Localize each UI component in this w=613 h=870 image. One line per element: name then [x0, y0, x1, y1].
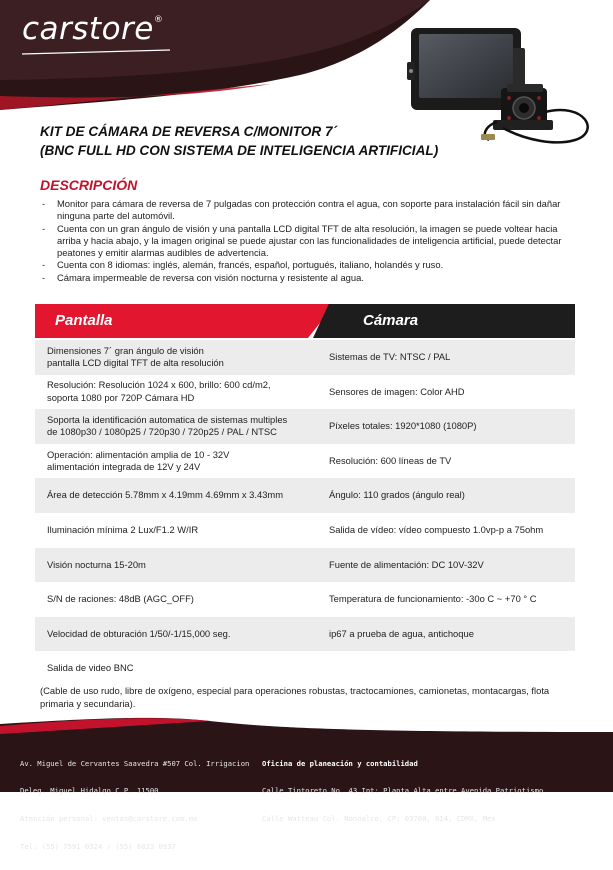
- product-title-line1: KIT DE CÁMARA DE REVERSA C/MONITOR 7´: [40, 124, 338, 139]
- footer-line: Deleg. Miguel Hidalgo C.P. 11500: [20, 786, 159, 796]
- spec-row: [35, 478, 575, 513]
- spec-pantalla-cell: Soporta la identificación automatica de sistemas multiples de 1080p30 / 1080p25 / 720p30 / 720p25 / PAL / NTSC: [35, 409, 321, 444]
- spec-camara-cell: Píxeles totales: 1920*1080 (1080P): [321, 409, 575, 444]
- spec-table: [35, 340, 575, 686]
- footer-address-right: [262, 740, 543, 842]
- spec-camara-cell: ip67 a prueba de agua, antichoque: [321, 617, 575, 652]
- spec-camara-cell: [321, 651, 575, 686]
- spec-row: [35, 651, 575, 686]
- spec-row: [35, 548, 575, 583]
- spec-pantalla-cell: Salida de video BNC: [35, 651, 321, 686]
- spec-row: [35, 375, 575, 410]
- brand-logo: [22, 11, 164, 47]
- spec-pantalla-cell: Dimensiones 7´ gran ángulo de visión pantalla LCD digital TFT de alta resolución: [35, 340, 321, 375]
- spec-camara-cell: Sensores de imagen: Color AHD: [321, 375, 575, 410]
- spec-row: [35, 513, 575, 548]
- page-footer: [0, 716, 613, 852]
- spec-pantalla-cell: Iluminación mínima 2 Lux/F1.2 W/IR: [35, 513, 321, 548]
- spec-camara-cell: Ángulo: 110 grados (ángulo real): [321, 478, 575, 513]
- spec-header-pantalla: Pantalla: [55, 312, 113, 329]
- logo-underline: [22, 48, 172, 56]
- spec-pantalla-cell: Operación: alimentación amplia de 10 - 32V alimentación integrada de 12V y 24V: [35, 444, 321, 479]
- spec-pantalla-cell: S/N de raciones: 48dB (AGC_OFF): [35, 582, 321, 617]
- spec-pantalla-cell: Resolución: Resolución 1024 x 600, brillo: 600 cd/m2, soporta 1080 por 720P Cámara HD: [35, 375, 321, 410]
- spec-row: [35, 582, 575, 617]
- spec-row: [35, 617, 575, 652]
- footer-email: Atención personal: ventas@carstore.com.mx: [20, 814, 198, 824]
- footer-phone: Tel: (55) 7591 0324 / (55) 6823 0937: [20, 842, 176, 852]
- spec-header-bar: [35, 304, 575, 338]
- product-title-line2: (BNC FULL HD CON SISTEMA DE INTELIGENCIA ARTIFICIAL): [40, 143, 439, 158]
- spec-row: [35, 409, 575, 444]
- spec-row: [35, 340, 575, 375]
- product-title: [40, 122, 560, 160]
- footer-office-heading: Oficina de planeación y contabilidad: [262, 758, 418, 768]
- description-item: - Cuenta con 8 idiomas: inglés, alemán, francés, español, portugués, italiano, holandés y ruso.: [40, 259, 580, 271]
- spec-camara-cell: Temperatura de funcionamiento: -30o C ~ +70 ° C: [321, 582, 575, 617]
- footer-address-left: [20, 740, 249, 870]
- description-item: - Cámara impermeable de reversa con visión nocturna y resistente al agua.: [40, 272, 580, 284]
- spec-table-body: [35, 340, 575, 686]
- spec-row: [35, 444, 575, 479]
- spec-pantalla-cell: Área de detección 5.78mm x 4.19mm 4.69mm x 3.43mm: [35, 478, 321, 513]
- spec-header-camara: Cámara: [363, 312, 419, 329]
- registered-mark: ®: [153, 14, 164, 25]
- footer-line: Calle Watteau Col. Nonoalco, CP: 03700, 014, CDMX, Mex: [262, 814, 496, 824]
- spec-camara-cell: Fuente de alimentación: DC 10V-32V: [321, 548, 575, 583]
- footer-line: Av. Miguel de Cervantes Saavedra #507 Col. Irrigacion: [20, 758, 250, 768]
- spec-pantalla-cell: Velocidad de obturación 1/50/-1/15,000 seg.: [35, 617, 321, 652]
- cable-note: (Cable de uso rudo, libre de oxígeno, especial para operaciones robustas, tractocamiones, camionetas, montacargas, flota primaria y secundaria).: [40, 685, 550, 709]
- description-item: - Monitor para cámara de reversa de 7 pulgadas con protección contra el agua, con soporte para instalación fácil sin dañar ninguna parte del automóvil.: [40, 198, 580, 223]
- footer-line: Calle Tintoreto No. 43 Int: Planta Alta entre Avenida Patriotismo: [262, 786, 544, 796]
- spec-pantalla-cell: Visión nocturna 15-20m: [35, 548, 321, 583]
- spec-camara-cell: Sistemas de TV: NTSC / PAL: [321, 340, 575, 375]
- description-heading: DESCRIPCIÓN: [40, 177, 138, 193]
- spec-camara-cell: Salida de vídeo: vídeo compuesto 1.0vp-p a 75ohm: [321, 513, 575, 548]
- description-item: - Cuenta con un gran ángulo de visión y una pantalla LCD digital TFT de alta resolución, la imagen se puede voltear hacia arriba y hacia abajo, y la imagen original se puede ajustar con las funcionalidades de inteligencia artificial, puede detectar peatones y emitir alarmas audibles de advertencia.: [40, 223, 580, 260]
- spec-header-right-bg: [313, 304, 575, 338]
- spec-camara-cell: Resolución: 600 líneas de TV: [321, 444, 575, 479]
- description-list: [40, 198, 580, 284]
- brand-logo-text: carstore: [22, 11, 154, 47]
